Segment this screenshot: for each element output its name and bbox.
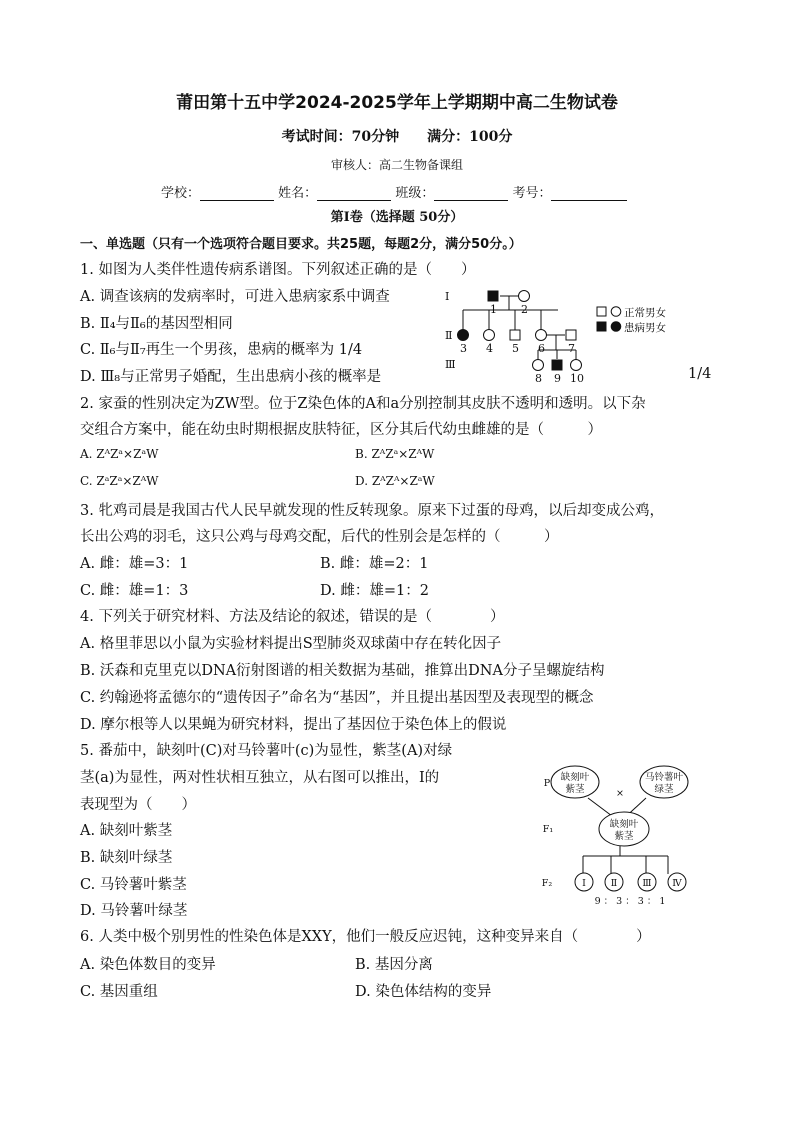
pedigree-ii5-normal-male xyxy=(510,330,520,340)
q1-option-d: D. Ⅲ₈与正常男子婚配，生出患病小孩的概率是 xyxy=(80,369,382,385)
pedigree-num: 3 xyxy=(460,342,467,355)
f2-type-4-label: Ⅳ xyxy=(672,878,682,889)
part-heading: 第Ⅰ卷（选择题 50分） xyxy=(330,210,464,225)
q4-option-c: C. 约翰逊将孟德尔的“遗传因子”命名为“基因”，并且提出基因型及表现型的概念 xyxy=(80,690,594,706)
q5-option-b: B. 缺刻叶绿茎 xyxy=(80,850,173,866)
school-blank[interactable] xyxy=(200,186,274,201)
cross-diagram xyxy=(536,758,722,908)
f1-leaf: 缺刻叶 xyxy=(609,819,639,830)
school-label: 学校： xyxy=(161,186,201,201)
pedigree-num: 10 xyxy=(570,372,584,385)
parent-2-stem: 绿茎 xyxy=(654,784,674,795)
q4-stem: 4. 下列关于研究材料、方法及结论的叙述，错误的是（ ） xyxy=(80,609,505,625)
q6-stem: 6. 人类中极个别男性的性染色体是XXY，他们一般反应迟钝，这种变异来自（ ） xyxy=(80,929,651,945)
parent-1-leaf: 缺刻叶 xyxy=(560,772,590,783)
parent-1-stem: 紫茎 xyxy=(565,784,585,795)
legend-normal-male-icon xyxy=(597,307,606,316)
q6-option-a: A. 染色体数目的变异 xyxy=(80,957,216,973)
pedigree-num: 8 xyxy=(535,372,542,385)
pedigree-num: 9 xyxy=(554,372,561,385)
q3-option-a: A. 雌：雄=3：1 xyxy=(80,556,189,572)
q2-option-c: C. ZᵃZᵃ×ZᴬW xyxy=(80,474,159,488)
q1-option-a: A. 调查该病的发病率时，可进入患病家系中调查 xyxy=(80,289,390,305)
name-blank[interactable] xyxy=(317,186,391,201)
q2-stem-line1: 2. 家蚕的性别决定为ZW型。位于Z染色体的A和a分别控制其皮肤不透明和透明。以下杂 xyxy=(80,396,646,412)
legend-affected-female-icon xyxy=(611,322,621,332)
q3-stem-line2: 长出公鸡的羽毛，这只公鸡与母鸡交配，后代的性别会是怎样的（ ） xyxy=(80,529,559,545)
name-label: 姓名： xyxy=(278,186,318,201)
pedigree-chart xyxy=(440,282,710,388)
q5-stem-line3: 表现型为（ ） xyxy=(80,797,196,813)
parent-2-leaf: 马铃薯叶 xyxy=(644,772,684,783)
q5-option-a: A. 缺刻叶紫茎 xyxy=(80,823,173,839)
q1-option-b: B. Ⅱ₄与Ⅱ₆的基因型相同 xyxy=(80,316,233,332)
f2-generation-label: F₂ xyxy=(541,878,553,889)
cross-symbol: × xyxy=(616,788,624,799)
pedigree-gen-i: Ⅰ xyxy=(445,290,450,303)
pedigree-iii9-affected-male xyxy=(552,360,562,370)
exam-info: 考试时间：70分钟 满分：100分 xyxy=(281,129,513,145)
q2-stem-line2: 交组合方案中，能在幼虫时期根据皮肤特征，区分其后代幼虫雌雄的是（ ） xyxy=(80,422,602,438)
pedigree-num: 2 xyxy=(521,303,528,316)
legend-affected-label: 患病男女 xyxy=(624,322,666,334)
q5-option-c: C. 马铃薯叶紫茎 xyxy=(80,877,187,893)
f2-type-3-label: Ⅲ xyxy=(642,878,652,889)
number-blank[interactable] xyxy=(551,186,627,201)
pedigree-num: 6 xyxy=(538,342,545,355)
f2-ratio: 9 ： 3 ： 3 ： 1 xyxy=(594,896,666,907)
q3-option-c: C. 雌：雄=1：3 xyxy=(80,583,189,599)
q6-option-c: C. 基因重组 xyxy=(80,984,158,1000)
p-generation-label: P xyxy=(543,778,551,789)
pedigree-num: 7 xyxy=(568,342,575,355)
q2-option-d: D. ZᴬZᴬ×ZᵃW xyxy=(355,474,435,488)
pedigree-iii10-normal-female xyxy=(571,360,582,371)
pedigree-iii8-normal-female xyxy=(533,360,544,371)
class-blank[interactable] xyxy=(434,186,508,201)
exam-title: 莆田第十五中学2024-2025学年上学期期中高二生物试卷 xyxy=(176,93,618,113)
f2-type-2-label: Ⅱ xyxy=(610,878,618,889)
pedigree-num: 5 xyxy=(512,342,519,355)
f1-generation-label: F₁ xyxy=(542,824,554,835)
q5-stem-line1: 5. 番茄中，缺刻叶(C)对马铃薯叶(c)为显性，紫茎(A)对绿 xyxy=(80,743,453,759)
q2-option-a: A. ZᴬZᵃ×ZᵃW xyxy=(80,447,159,461)
pedigree-ii7-normal-male xyxy=(566,330,576,340)
pedigree-ii3-affected-female xyxy=(458,330,469,341)
q5-stem-line2: 茎(a)为显性，两对性状相互独立，从右图可以推出，Ⅰ的 xyxy=(80,770,440,786)
legend-normal-label: 正常男女 xyxy=(624,307,666,319)
f1-stem: 紫茎 xyxy=(614,831,634,842)
legend-normal-female-icon xyxy=(611,307,621,317)
student-info-row xyxy=(161,182,627,201)
q1-option-c: C. Ⅱ₆与Ⅱ₇再生一个男孩，患病的概率为 1/4 xyxy=(80,342,363,358)
pedigree-num: 4 xyxy=(486,342,493,355)
q3-option-b: B. 雌：雄=2：1 xyxy=(320,556,429,572)
section-heading: 一、单选题（只有一个选项符合题目要求。共25题，每题2分，满分50分。） xyxy=(80,237,522,252)
q6-option-b: B. 基因分离 xyxy=(355,957,433,973)
pedigree-gen-iii: Ⅲ xyxy=(445,358,456,371)
class-label: 班级： xyxy=(395,186,435,201)
q3-option-d: D. 雌：雄=1：2 xyxy=(320,583,429,599)
q6-option-d: D. 染色体结构的变异 xyxy=(355,984,492,1000)
pedigree-i1-affected-male xyxy=(488,291,498,301)
pedigree-ii4-normal-female xyxy=(484,330,495,341)
q1-stem: 1. 如图为人类伴性遗传病系谱图。下列叙述正确的是（ ） xyxy=(80,262,476,278)
pedigree-ii6-normal-female xyxy=(536,330,547,341)
q5-option-d: D. 马铃薯叶绿茎 xyxy=(80,903,188,919)
q3-stem-line1: 3. 牝鸡司晨是我国古代人民早就发现的性反转现象。原来下过蛋的母鸡，以后却变成公鸡， xyxy=(80,503,664,519)
pedigree-i2-normal-female xyxy=(519,291,530,302)
number-label: 考号： xyxy=(512,186,552,201)
q4-option-d: D. 摩尔根等人以果蝇为研究材料，提出了基因位于染色体上的假说 xyxy=(80,717,507,733)
q2-option-b: B. ZᴬZᵃ×ZᴬW xyxy=(355,447,435,461)
f2-type-1-label: Ⅰ xyxy=(582,878,586,889)
legend-affected-male-icon xyxy=(597,322,606,331)
reviewer-line: 审核人：高二生物备课组 xyxy=(330,158,463,172)
q4-option-a: A. 格里菲思以小鼠为实验材料提出S型肺炎双球菌中存在转化因子 xyxy=(80,636,502,652)
pedigree-gen-ii: Ⅱ xyxy=(445,329,453,342)
q1-option-d-value: 1/4 xyxy=(688,366,712,382)
pedigree-num: 1 xyxy=(490,303,497,316)
q4-option-b: B. 沃森和克里克以DNA衍射图谱的相关数据为基础，推算出DNA分子呈螺旋结构 xyxy=(80,663,605,679)
